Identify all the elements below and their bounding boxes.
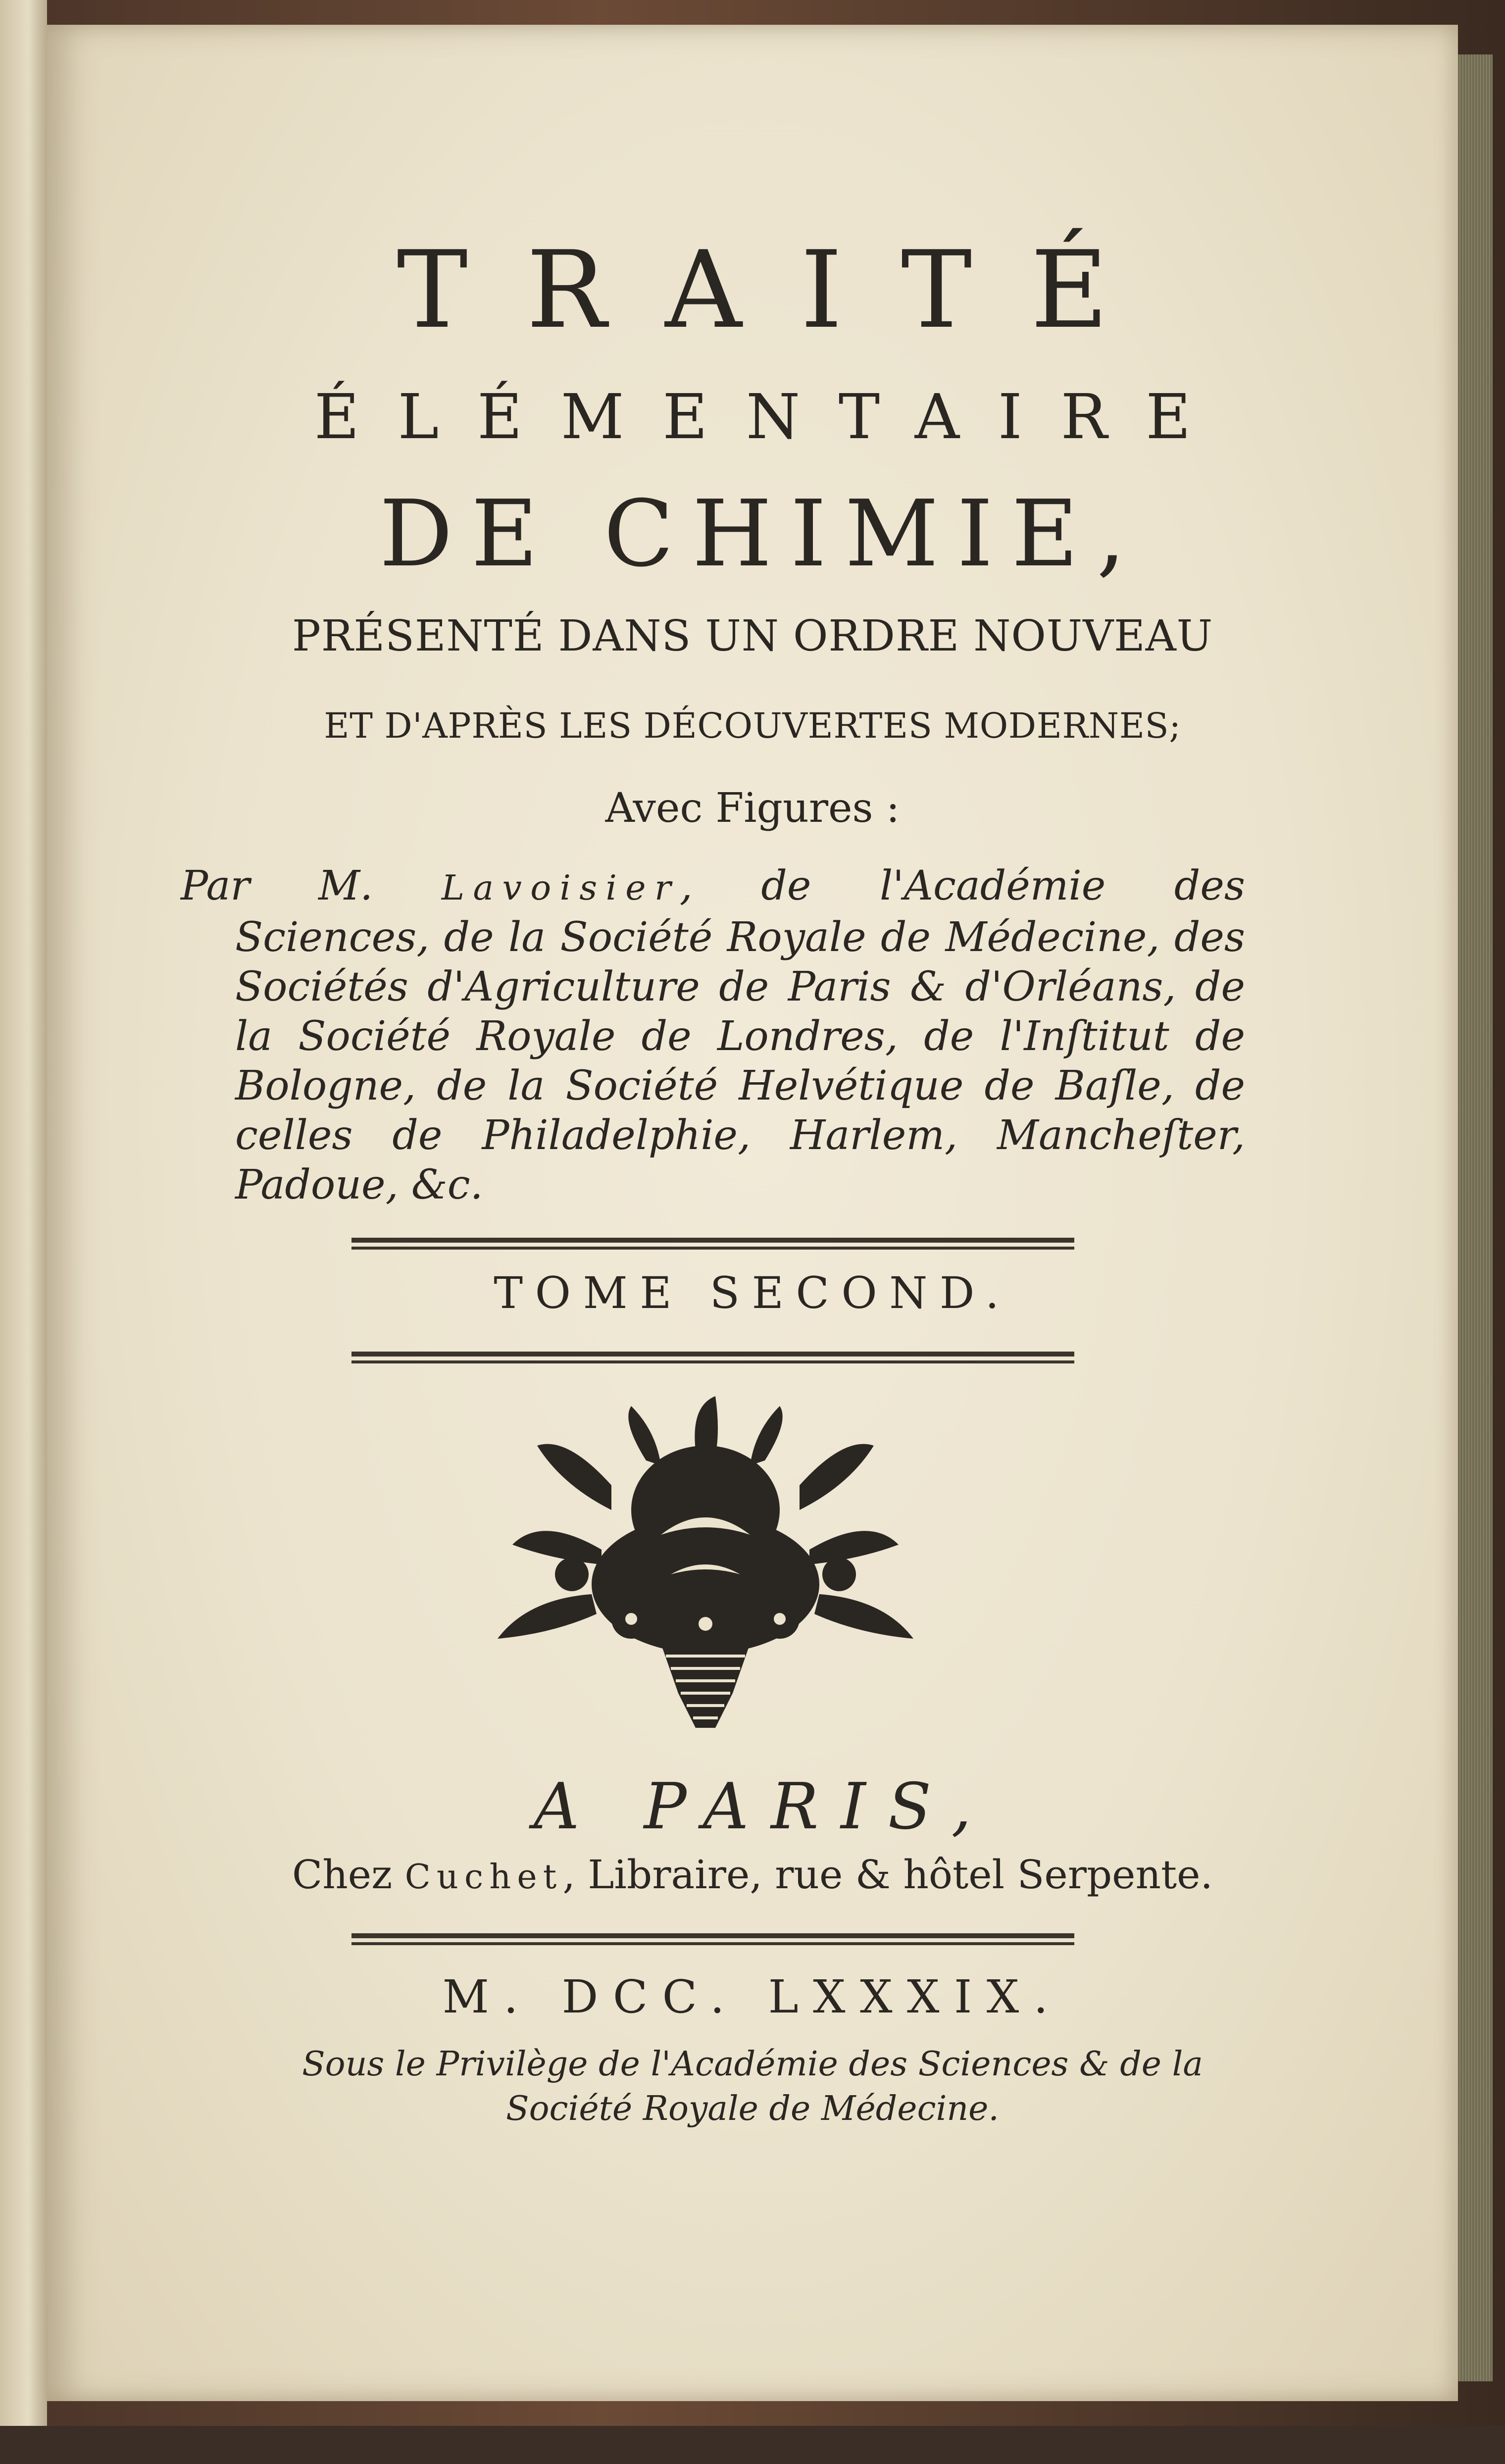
floral-basket-ornament (483, 1386, 928, 1743)
title-line-elementaire: ÉLÉMENTAIRE (314, 381, 1229, 453)
double-rule-bottom (351, 1933, 1074, 1945)
author-line-3: Sociétés d'Agriculture de Paris & d'Orléans, de (235, 963, 1245, 1010)
publisher-prefix: Chez (292, 1852, 393, 1898)
title-line-traite: TRAITÉ (397, 228, 1167, 352)
subtitle-line-2: ET D'APRÈS LES DÉCOUVERTES MODERNES; (324, 705, 1181, 746)
author-line-1 (181, 861, 1245, 913)
subtitle-line-1: PRÉSENTÉ DANS UN ORDRE NOUVEAU (292, 611, 1213, 661)
author-affiliation-1: , de l'Académie des (679, 862, 1245, 909)
imprint-place: A PARIS, (533, 1770, 994, 1844)
publisher-line (47, 1852, 1458, 1898)
author-line-6: celles de Philadelphie, Harlem, Mancheſter, (235, 1112, 1245, 1159)
author-line-5: Bologne, de la Société Helvétique de Baſle, de (235, 1062, 1245, 1109)
title-line-de-chimie: DE CHIMIE, (379, 480, 1144, 587)
avec-figures-line: Avec Figures : (605, 785, 900, 832)
publication-date: M. DCC. LXXXIX. (442, 1970, 1063, 2023)
author-name: Lavoisier (441, 868, 680, 908)
publisher-address: , Libraire, rue & hôtel Serpente. (562, 1852, 1213, 1898)
author-credits (181, 861, 1245, 1210)
double-rule-middle (351, 1352, 1074, 1363)
double-rule-top (351, 1238, 1074, 1250)
facing-page-edge (0, 0, 47, 2464)
privilege-line-2: Société Royale de Médecine. (506, 2089, 999, 2128)
title-page (47, 25, 1458, 2401)
publisher-name: Cuchet (404, 1858, 563, 1897)
author-line-4: la Société Royale de Londres, de l'Inſtitut de (235, 1013, 1245, 1060)
volume-label: TOME SECOND. (494, 1267, 1011, 1318)
author-prefix: Par M. (181, 862, 373, 909)
privilege-line-1: Sous le Privilège de l'Académie des Sciences & de la (302, 2045, 1203, 2084)
author-line-2: Sciences, de la Société Royale de Médecine, des (235, 914, 1245, 961)
page-fore-edge (1455, 54, 1493, 2381)
book-bottom-edge (0, 2426, 1505, 2464)
author-line-7: Padoue, &c. (235, 1161, 483, 1208)
